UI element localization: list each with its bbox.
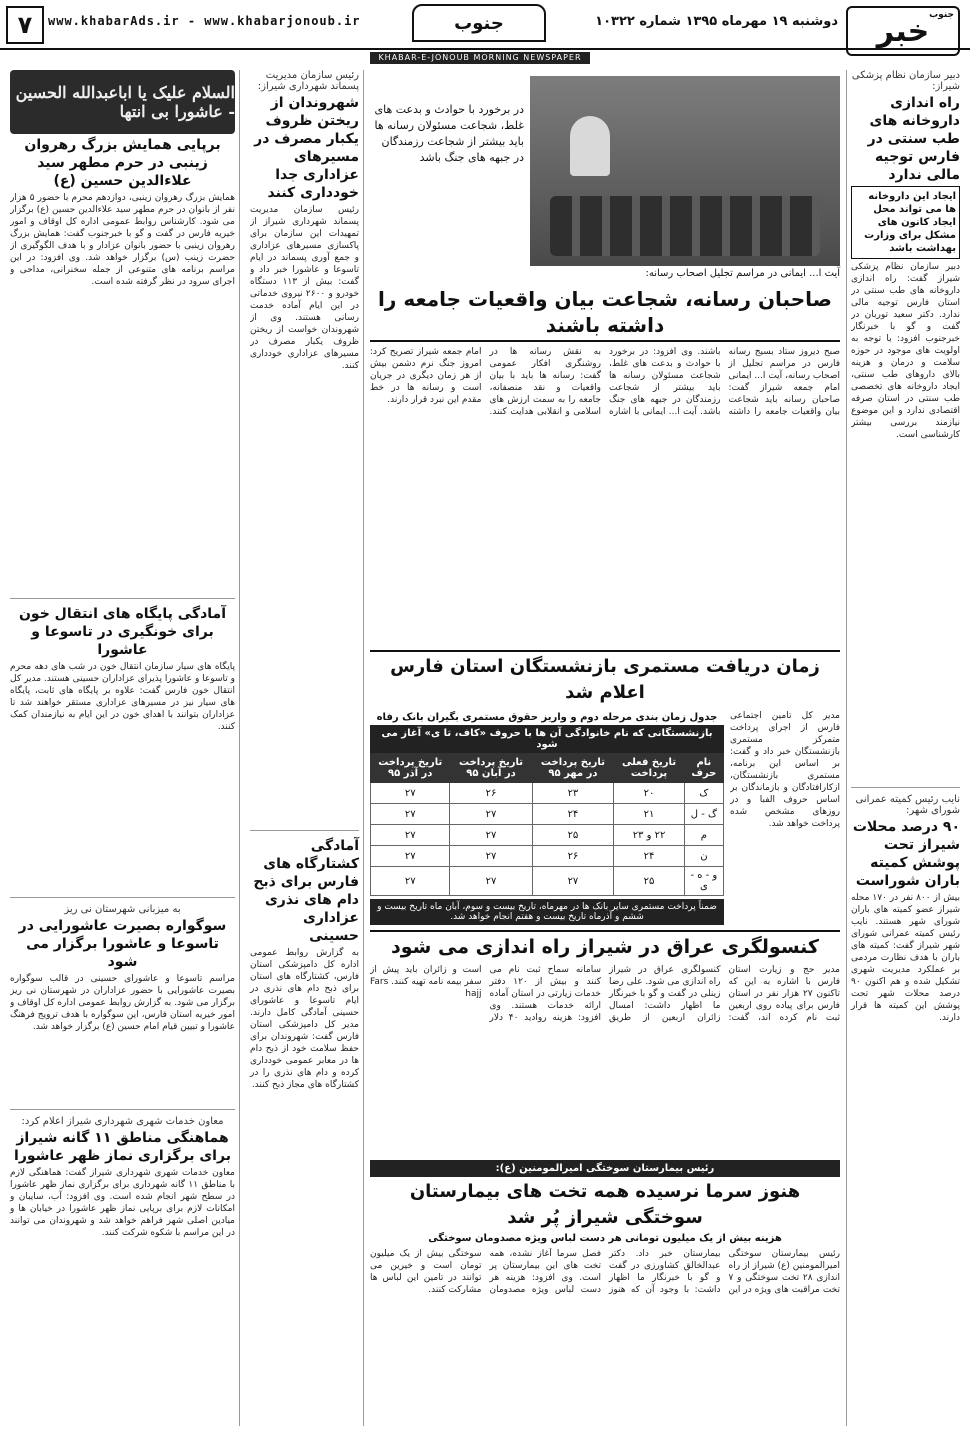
table-cell: ۲۱ <box>614 804 684 825</box>
hospital-article <box>370 1160 840 1434</box>
audience-rows <box>550 196 820 256</box>
col-current: تاریخ فعلی پرداخت <box>614 754 684 783</box>
divider <box>250 830 359 831</box>
col-azar: تاریخ پرداخت در آذر ۹۵ <box>371 754 450 783</box>
table-cell: ۲۷ <box>371 825 450 846</box>
left-column <box>6 70 240 1426</box>
article-headline: راه اندازی داروخانه های طب سنتی در فارس توجیه مالی ندارد <box>867 95 960 183</box>
table-cell: ک <box>684 783 723 804</box>
table-cell: ۲۷ <box>450 825 532 846</box>
article-body: همایش بزرگ رهروان زینبی، دوازدهم محرم با حضور ۵ هزار نفر از بانوان در حرم مطهر سید علاءالدین حسین (ع) برگزار می شود. کارشناس روابط عمومی اداره کل اوقاف و امور خیریه فارس در گفت و گو با خبرجنوب گفت: همایش بزرگ رهروان زینبی با حضور بانوان عزادار و با هدف الگوگیری از حضرت زینب (س) برگزار خواهد شد. وی افزود: در این مراسم برنامه های متنوعی از جمله سخنرانی، مداحی و اجرای سرود در نظر گرفته شده است. <box>10 193 235 287</box>
masthead-rule <box>0 48 970 50</box>
logo-subtitle: جنوب <box>929 10 954 20</box>
divider <box>10 598 235 599</box>
divider <box>10 1109 235 1110</box>
article-headline-2: ۹۰ درصد محلات شیراز تحت پوشش کمیته باران شوراست <box>852 819 960 889</box>
col-letter: نام حرف <box>684 754 723 783</box>
hospital-headline: هنوز سرما نرسیده همه تخت های بیمارستان سوختگی شیراز پُر شد <box>409 1181 801 1228</box>
masthead <box>0 0 970 60</box>
right-column <box>846 70 964 1426</box>
table-header-row <box>371 754 724 783</box>
col-mehr: تاریخ پرداخت در مهر ۹۵ <box>532 754 614 783</box>
dateline: دوشنبه ۱۹ مهرماه ۱۳۹۵ شماره ۱۰۳۲۲ <box>595 14 838 29</box>
pension-headline: زمان دریافت مستمری بازنشستگان استان فارس اعلام شد <box>390 656 820 703</box>
table-cell: ۲۷ <box>450 804 532 825</box>
article-kicker-4: معاون خدمات شهری شهرداری شیراز اعلام کرد: <box>21 1116 224 1127</box>
article-body-3: مراسم تاسوعا و عاشورای حسینی در قالب سوگواره بصیرت عاشورایی با حضور عزاداران در شهرستان نی ریز برگزار می شود. به گزارش روابط عمومی اداره کل اوقاف و امور خیریه استان فارس، این سوگواره با هدف ترویج فرهنگ عاشورا و تبیین قیام امام حسین (ع) برگزار خواهد شد. <box>10 974 235 1032</box>
page-number: ۷ <box>6 6 44 44</box>
article-headline: شهروندان از ریختن ظروف یکبار مصرف در مسیرهای عزاداری جدا خودداری کنند <box>254 95 359 201</box>
table-cell: و - ه - ی <box>684 867 723 896</box>
table-cell: گ - ل <box>684 804 723 825</box>
table-cell: ۲۲ و ۲۳ <box>614 825 684 846</box>
table-cell: ۲۷ <box>371 867 450 896</box>
consulate-body: مدیر حج و زیارت استان فارس با اشاره به این که تاکنون ۲۷ هزار نفر در استان فارس برای پیاده روی اربعین ثبت نام کرده اند، گفت: کنسولگری عراق در شیراز راه اندازی می شود. علی رضا زینلی در گفت و گو با خبرنگار ما اظهار داشت: امسال زائران اربعین از طریق سامانه سماح ثبت نام می کنند و بیش از ۱۲۰ دفتر خدمات زیارتی در استان آماده ارائه خدمات هستند. وی افزود: هزینه روادید ۴۰ دلار است و زائران باید پیش از سفر بیمه نامه تهیه کنند. Fars hajj <box>370 965 840 1023</box>
lead-caption: آیت ا... ایمانی در مراسم تجلیل اصحاب رسانه: <box>645 268 840 279</box>
table-row <box>371 867 724 896</box>
article-kicker: دبیر سازمان نظام پزشکی شیراز: <box>851 70 960 92</box>
pension-article <box>370 650 840 925</box>
table-cell: ۲۵ <box>532 825 614 846</box>
article-kicker: رئیس سازمان مدیریت پسماند شهرداری شیراز: <box>257 70 359 92</box>
section-title: جنوب <box>412 4 546 42</box>
article-body: رئیس سازمان مدیریت پسماند شهرداری شیراز از تمهیدات این سازمان برای پاکسازی مسیرهای عزاداری و جمع آوری پسماند در ایام تاسوعا و عاشورا خبر داد و گفت: بیش از ۱۱۳ دستگاه خودرو و ۲۶۰۰ نیروی خدماتی در این ایام آماده خدمت رسانی هستند. وی از شهروندان خواست از ریختن ظروف یکبار مصرف در مسیرهای عزاداری خودداری کنند. <box>250 205 359 371</box>
consulate-rule <box>370 930 840 932</box>
table-cell: ۲۵ <box>614 867 684 896</box>
table-cell: ۲۷ <box>371 846 450 867</box>
lead-article <box>370 284 840 666</box>
table-cell: ۲۷ <box>371 804 450 825</box>
middle-column <box>246 70 364 1426</box>
pension-table-title: جدول زمان بندی مرحله دوم و واریز حقوق مستمری بگیران بانک رفاه <box>376 712 718 723</box>
english-strip: KHABAR-E-JONOUB MORNING NEWSPAPER <box>370 52 590 64</box>
pension-body: مدیر کل تامین اجتماعی فارس از اجرای پرداخت متمرکز مستمری بازنشستگان خبر داد و گفت: بر اساس این برنامه، مستمری بازنشستگان، ازکارافتادگان و بازماندگان بر اساس حروف الفبا و در روزهای مشخص شده پرداخت خواهد شد. <box>730 711 840 829</box>
article-subhead: ایجاد این داروخانه ها می تواند محل ایجاد کانون های مشکل برای وزارت بهداشت باشد <box>851 186 960 259</box>
table-cell: ۲۰ <box>614 783 684 804</box>
pension-rule <box>370 650 840 652</box>
table-row <box>371 846 724 867</box>
table-cell: ۲۶ <box>450 783 532 804</box>
article-headline-4: هماهنگی مناطق ۱۱ گانه شیراز برای برگزاری نماز ظهر عاشورا <box>14 1130 231 1164</box>
article-kicker-2: نایب رئیس کمیته عمرانی شورای شهر: <box>855 794 960 816</box>
table-cell: ۲۳ <box>532 783 614 804</box>
lead-quote <box>374 100 524 168</box>
lead-body: صبح دیروز ستاد بسیج رسانه فارس در مراسم تجلیل از اصحاب رسانه، آیت ا... ایمانی امام جمعه شیراز گفت: صاحبان رسانه باید شجاعت بیان واقعیات جامعه را داشته باشند. وی افزود: در برخورد با حوادث و بدعت های غلط، شجاعت مسئولان رسانه ها باید بیشتر از شجاعت رزمندگان در جبهه های جنگ باشد. آیت ا... ایمانی با اشاره به نقش رسانه ها در روشنگری افکار عمومی گفت: رسانه ها باید با بیان واقعیات و نقد منصفانه، جامعه را به سمت ارزش های اسلامی و انقلابی هدایت کنند. امام جمعه شیراز تصریح کرد: امروز جنگ نرم دشمن بیش از هر زمان دیگری در جریان است و رسانه ها در خط مقدم این نبرد قرار دارند. <box>370 347 840 417</box>
table-row <box>371 783 724 804</box>
table-row <box>371 804 724 825</box>
article-kicker-3: به میزبانی شهرستان نی ریز <box>64 904 181 915</box>
article-body-4: معاون خدمات شهری شهرداری شیراز گفت: هماهنگی لازم با مناطق ۱۱ گانه شهرداری برای برگزاری نماز ظهر عاشورا در سطح شهر انجام شده است. وی افزود: آب، سایبان و امکانات لازم برای برپایی نماز ظهر عاشورا در خیابان ها و میادین اصلی شهر فراهم خواهد شد و شهروندان می توانند در این مراسم با شکوه شرکت کنند. <box>10 1168 235 1238</box>
pension-table-note: ضمناً پرداخت مستمری سایر بانک ها در مهرماه، تاریخ بیست و سوم، آبان ماه تاریخ بیست و ششم و آذرماه تاریخ بیست و هفتم انجام خواهد شد. <box>370 899 724 925</box>
pension-table-subtitle: بازنشستگانی که نام خانوادگی آن ها با حروف «کاف، تا ی» آغاز می شود <box>370 725 724 753</box>
article-body: دبیر سازمان نظام پزشکی شیراز گفت: راه اندازی داروخانه های طب سنتی در استان فارس توجیه مالی ندارد. دکتر سعید توربان در گفت و گو با خبرنگار خبرجنوب افزود: با توجه به اولویت های موجود در حوزه سلامت و درمان و هزینه بالای داروهای طب سنتی، ایجاد داروخانه های تخصصی طب سنتی در استان صرفه اقتصادی ندارد و این موضوع نیازمند بررسی بیشتر کارشناسی است. <box>851 262 960 440</box>
table-cell: ۲۷ <box>371 783 450 804</box>
table-cell: ۲۷ <box>450 846 532 867</box>
lead-headline: صاحبان رسانه، شجاعت بیان واقعیات جامعه را داشته باشند <box>378 287 832 337</box>
hospital-kicker: رئیس بیمارستان سوختگی امیرالمومنین (ع): <box>370 1160 840 1177</box>
pension-table <box>370 753 724 896</box>
article-body-2: پایگاه های سیار سازمان انتقال خون در شب های دهه محرم و تاسوعا و عاشورا پذیرای عزاداران حسینی هستند. مدیر کل انتقال خون فارس گفت: علاوه بر پایگاه های ثابت، پایگاه های سیار نیز در مسیرهای عزاداری مستقر خواهند شد تا عزاداران بتوانند با اهدای خون در این ایام به نیازمندان کمک کنند. <box>10 662 235 732</box>
newspaper-logo: خبر جنوب <box>846 6 960 56</box>
website-urls[interactable]: www.khabarAds.ir - www.khabarjonoub.ir <box>48 14 361 28</box>
hospital-subhead: هزینه بیش از یک میلیون تومانی هر دست لباس ویژه مصدومان سوختگی <box>428 1233 782 1244</box>
speaker-figure <box>570 116 610 176</box>
article-headline: برپایی همایش بزرگ رهروان زینبی در حرم مطهر سید علاءالدین حسین (ع) <box>24 137 221 189</box>
consulate-headline: کنسولگری عراق در شیراز راه اندازی می شود <box>391 936 819 958</box>
lead-rule <box>370 340 840 342</box>
table-cell: م <box>684 825 723 846</box>
divider <box>851 787 960 788</box>
table-row <box>371 825 724 846</box>
article-headline-2: آمادگی کشتارگاه های فارس برای ذبح دام های نذری عزاداری حسینی <box>253 838 359 944</box>
hospital-body: رئیس بیمارستان سوختگی امیرالمومنین (ع) شیراز از راه اندازی ۲۸ تخت سوختگی و ۷ تخت مراقبت های ویژه در این بیمارستان خبر داد. دکتر عبدالخالق کشاورزی در گفت و گو با خبرنگار ما اظهار داشت: با وجود آن که هنوز فصل سرما آغاز نشده، همه تخت های این بیمارستان پر است. وی افزود: هزینه هر دست لباس ویژه مصدومان سوختگی بیش از یک میلیون تومان است و خیرین می توانند در تامین این لباس ها مشارکت کنند. <box>370 1249 840 1295</box>
col-aban: تاریخ پرداخت در آبان ۹۵ <box>450 754 532 783</box>
table-cell: ۲۴ <box>532 804 614 825</box>
table-cell: ۲۴ <box>614 846 684 867</box>
muharram-banner: السلام علیک یا اباعبدالله الحسین - عاشورا بی انتها <box>10 70 235 134</box>
table-cell: ۲۷ <box>532 867 614 896</box>
lead-photo <box>530 76 840 266</box>
table-cell: ۲۶ <box>532 846 614 867</box>
divider <box>10 897 235 898</box>
article-headline-3: سوگواره بصیرت عاشورایی در تاسوعا و عاشورا برگزار می شود <box>18 918 227 970</box>
table-cell: ۲۷ <box>450 867 532 896</box>
article-headline-2: آمادگی پایگاه های انتقال خون برای خونگیری در تاسوعا و عاشورا <box>18 606 226 658</box>
article-body-2: به گزارش روابط عمومی اداره کل دامپزشکی استان فارس، کشتارگاه های استان برای ذبح دام های نذری در ایام تاسوعا و عاشورای حسینی آمادگی کامل دارند. مدیر کل دامپزشکی استان فارس گفت: شهروندان برای حفظ سلامت خود از ذبح دام ها در معابر عمومی خودداری کرده و دام های نذری را در کشتارگاه های مجاز ذبح کنند. <box>250 948 359 1090</box>
table-cell: ن <box>684 846 723 867</box>
consulate-article <box>370 930 840 1154</box>
lead-quote-text: در برخورد با حوادث و بدعت های غلط، شجاعت مسئولان رسانه ها باید بیشتر از شجاعت رزمندگان در جبهه های جنگ باشد <box>374 103 524 164</box>
article-body-2: بیش از ۸۰۰ نفر در ۱۷۰ محله شیراز عضو کمیته های باران شورای شهر هستند. نایب رئیس کمیته عمرانی شورای شهر شیراز گفت: کمیته های باران با هدف نظارت مردمی بر عملکرد مدیریت شهری تشکیل شده و هم اکنون ۹۰ درصد محلات شهر تحت پوشش این کمیته ها قرار دارند. <box>851 893 961 1023</box>
